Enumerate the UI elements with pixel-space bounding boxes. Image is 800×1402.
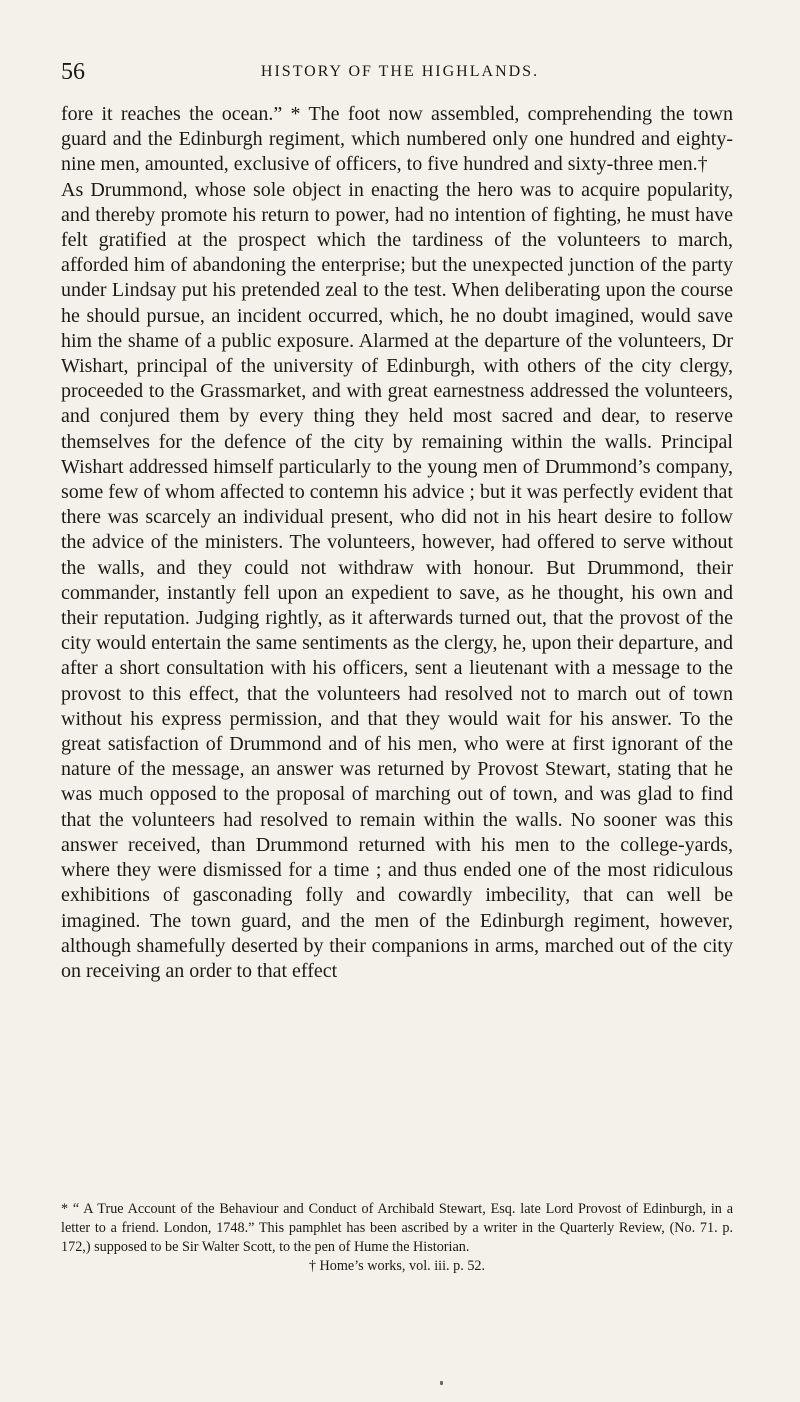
- main-text: [61, 102, 733, 984]
- running-title: HISTORY OF THE HIGHLANDS.: [260, 63, 540, 80]
- footnote-asterisk: * “ A True Account of the Behaviour and Conduct of Archibald Stewart, Esq. late Lord Provost of Edinburgh, in a letter to a friend. London, 1748.” This pamphlet has been ascribed by a writer in the Quarterly Review, (No. 71. p. 172,) supposed to be Sir Walter Scott, to the pen of Hume the Historian.: [61, 1201, 733, 1255]
- paragraph-continued: fore it reaches the ocean.” * The foot now assembled, comprehending the town guard and the Edinburgh regiment, which numbered only one hundred and eighty-nine men, amounted, exclusive of officers, to five hundred and sixty-three men.†: [61, 103, 733, 176]
- footnote-dagger: † Home’s works, vol. iii. p. 52.: [308, 1258, 486, 1274]
- print-speck: [440, 1381, 443, 1385]
- paragraph: As Drummond, whose sole object in enacting the hero was to acquire popularity, and thereby promote his return to power, had no intention of fighting, he must have felt gratified at the prospect which the tardiness of the volunteers to march, afforded him of abandoning the enterprise; but the unexpected junction of the party under Lindsay put his pretended zeal to the test. When deliberating upon the course he should pursue, an incident occurred, which, he no doubt imagined, would save him the shame of a public exposure. Alarmed at the departure of the volunteers, Dr Wishart, principal of the university of Edinburgh, with others of the city clergy, proceeded to the Grassmarket, and with great earnestness addressed the volunteers, and conjured them by every thing they held most sacred and dear, to reserve themselves for the defence of the city by remaining within the walls. Principal Wishart addressed himself particularly to the young men of Drummond’s company, some few of whom affected to contemn his advice ; but it was perfectly evident that there was scarcely an individual present, who did not in his heart desire to follow the advice of the ministers. The volunteers, however, had offered to serve without the walls, and they could not withdraw with honour. But Drummond, their commander, instantly fell upon an expedient to save, as he thought, his own and their reputation. Judging rightly, as it afterwards turned out, that the provost of the city would entertain the same sentiments as the clergy, he, upon their departure, and after a short consultation with his officers, sent a lieutenant with a message to the provost to this effect, that the volunteers had resolved not to march out of town without his express permission, and that they would wait for his answer. To the great satisfaction of Drummond and of his men, who were at first ignorant of the nature of the message, an answer was returned by Provost Stewart, stating that he was much opposed to the proposal of marching out of town, and was glad to find that the volunteers had resolved to remain within the walls. No sooner was this answer received, than Drummond returned with his men to the college-yards, where they were dismissed for a time ; and thus ended one of the most ridiculous exhibitions of gasconading folly and cowardly imbecility, that can well be imagined. The town guard, and the men of the Edinburgh regiment, however, although shamefully deserted by their companions in arms, marched out of the city on receiving an order to that effect: [61, 178, 733, 982]
- footnotes: [61, 1200, 733, 1276]
- page-number: 56: [61, 59, 85, 85]
